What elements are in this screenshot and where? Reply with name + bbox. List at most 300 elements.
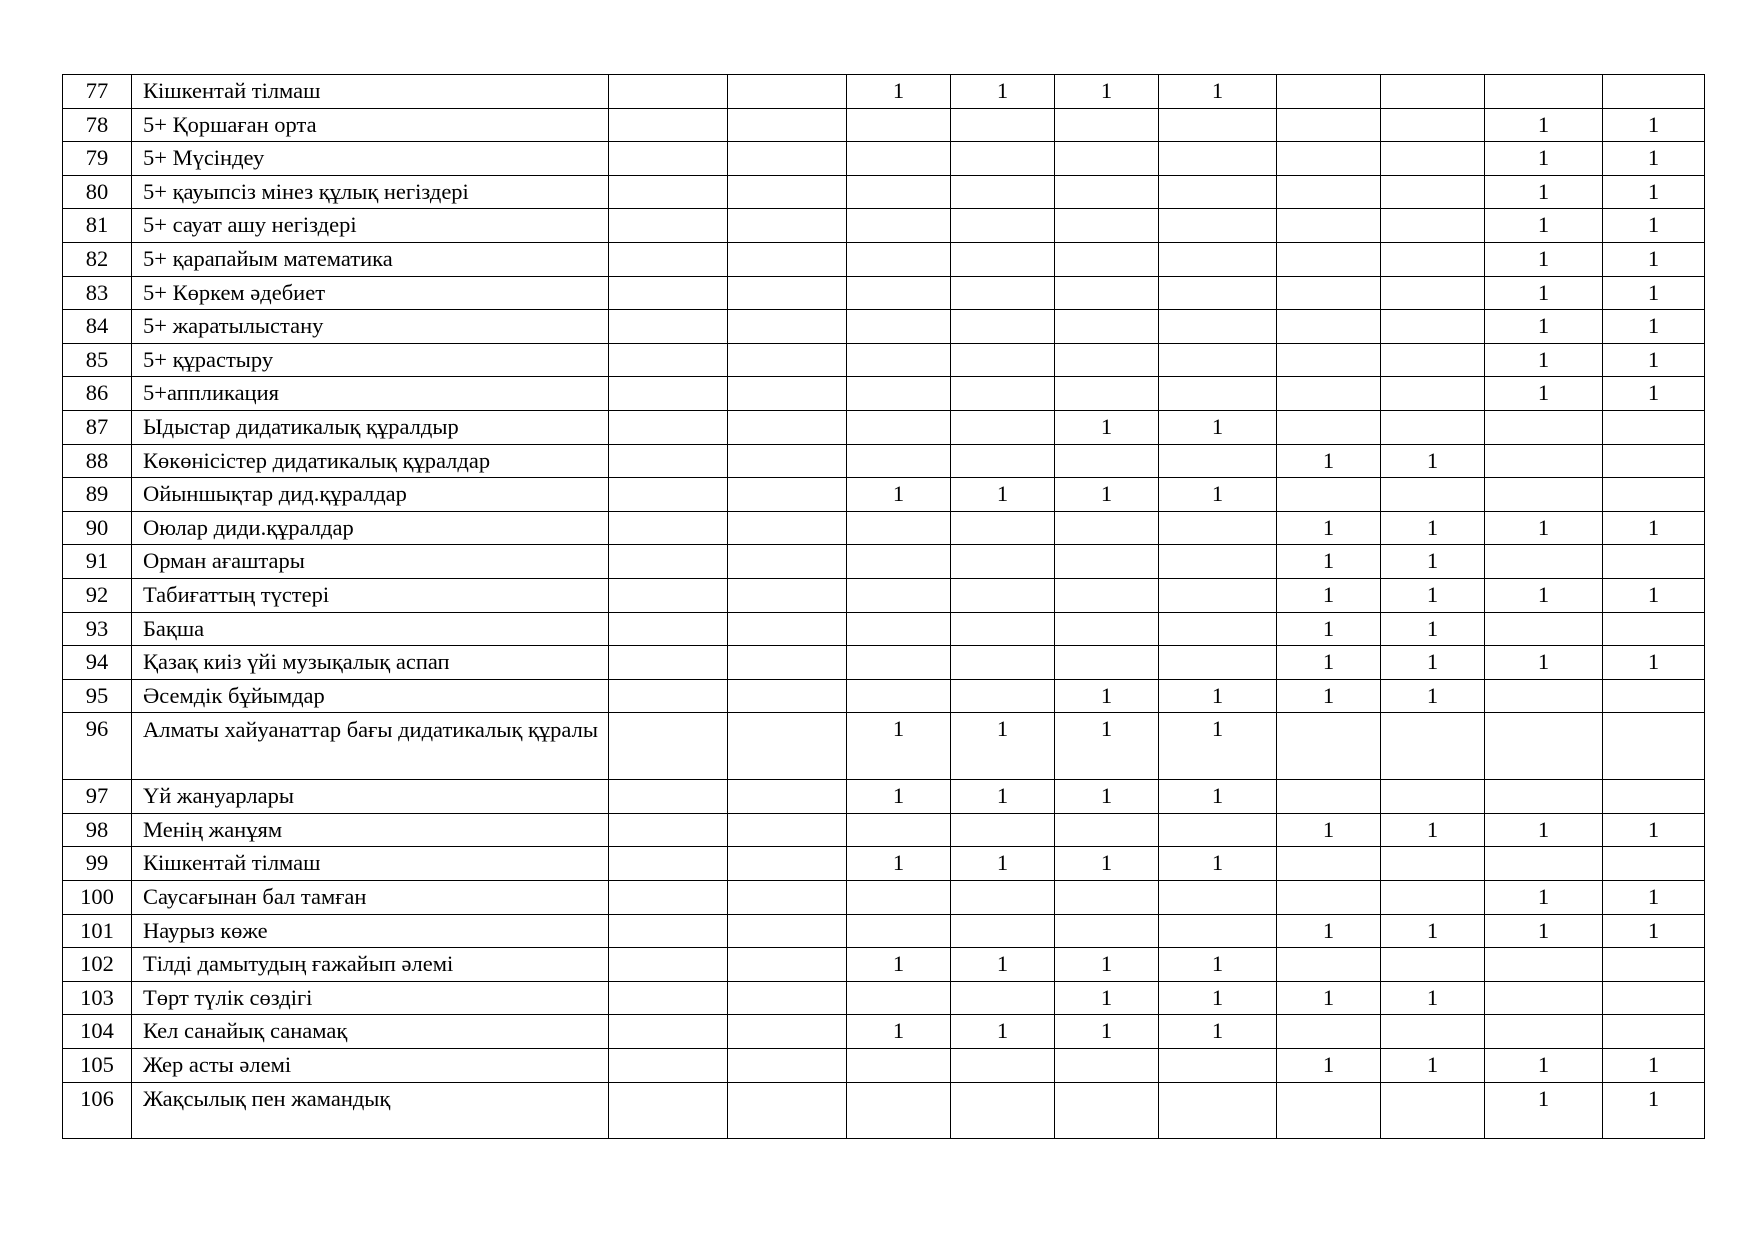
table-row xyxy=(63,343,1705,377)
mark-cell xyxy=(847,981,951,1015)
mark-cell: 1 xyxy=(1485,646,1603,680)
mark-cell xyxy=(847,410,951,444)
mark-cell: 1 xyxy=(847,948,951,982)
table-row xyxy=(63,175,1705,209)
mark-cell xyxy=(1159,209,1277,243)
mark-cell: 1 xyxy=(1485,276,1603,310)
mark-cell xyxy=(728,75,847,109)
mark-cell: 1 xyxy=(951,1015,1055,1049)
mark-cell: 1 xyxy=(1485,914,1603,948)
mark-cell xyxy=(1159,444,1277,478)
mark-cell xyxy=(951,981,1055,1015)
mark-cell xyxy=(609,1049,728,1083)
mark-cell xyxy=(728,981,847,1015)
mark-cell xyxy=(1159,646,1277,680)
mark-cell: 1 xyxy=(1277,1049,1381,1083)
row-title: Кішкентай тілмаш xyxy=(132,847,609,881)
mark-cell xyxy=(728,612,847,646)
table-row xyxy=(63,881,1705,915)
mark-cell xyxy=(1159,881,1277,915)
mark-cell xyxy=(1485,679,1603,713)
mark-cell xyxy=(1381,847,1485,881)
mark-cell: 1 xyxy=(847,75,951,109)
row-number: 83 xyxy=(63,276,132,310)
mark-cell xyxy=(951,108,1055,142)
mark-cell: 1 xyxy=(1055,75,1159,109)
mark-cell: 1 xyxy=(1485,242,1603,276)
mark-cell xyxy=(951,410,1055,444)
mark-cell xyxy=(1381,108,1485,142)
mark-cell: 1 xyxy=(1277,646,1381,680)
table-row xyxy=(63,780,1705,814)
mark-cell xyxy=(609,948,728,982)
mark-cell: 1 xyxy=(1485,175,1603,209)
mark-cell xyxy=(609,1082,728,1138)
mark-cell xyxy=(847,578,951,612)
mark-cell: 1 xyxy=(1381,444,1485,478)
mark-cell xyxy=(1381,713,1485,780)
row-title: 5+ Көркем әдебиет xyxy=(132,276,609,310)
row-number: 93 xyxy=(63,612,132,646)
mark-cell xyxy=(1055,209,1159,243)
mark-cell: 1 xyxy=(1381,646,1485,680)
row-number: 86 xyxy=(63,377,132,411)
mark-cell xyxy=(1277,780,1381,814)
table-row xyxy=(63,981,1705,1015)
mark-cell xyxy=(1159,310,1277,344)
mark-cell xyxy=(1277,276,1381,310)
mark-cell: 1 xyxy=(1603,813,1705,847)
mark-cell xyxy=(1381,881,1485,915)
mark-cell: 1 xyxy=(951,847,1055,881)
mark-cell xyxy=(951,578,1055,612)
row-title: Орман ағаштары xyxy=(132,545,609,579)
row-title: 5+ жаратылыстану xyxy=(132,310,609,344)
mark-cell: 1 xyxy=(1603,881,1705,915)
mark-cell: 1 xyxy=(1277,914,1381,948)
table-row xyxy=(63,242,1705,276)
mark-cell xyxy=(1485,545,1603,579)
row-title: Жақсылық пен жамандық xyxy=(132,1082,609,1138)
mark-cell xyxy=(1159,142,1277,176)
row-title: Тілді дамытудың ғажайып әлемі xyxy=(132,948,609,982)
mark-cell xyxy=(951,612,1055,646)
mark-cell xyxy=(728,242,847,276)
row-title: Ойыншықтар дид.құралдар xyxy=(132,478,609,512)
row-number: 95 xyxy=(63,679,132,713)
mark-cell xyxy=(951,142,1055,176)
row-number: 104 xyxy=(63,1015,132,1049)
mark-cell xyxy=(1381,242,1485,276)
mark-cell: 1 xyxy=(1381,981,1485,1015)
mark-cell: 1 xyxy=(847,847,951,881)
mark-cell xyxy=(609,511,728,545)
mark-cell xyxy=(1603,679,1705,713)
mark-cell xyxy=(1055,377,1159,411)
mark-cell xyxy=(1055,310,1159,344)
mark-cell xyxy=(1381,75,1485,109)
mark-cell: 1 xyxy=(1381,813,1485,847)
mark-cell xyxy=(847,511,951,545)
mark-cell xyxy=(1055,175,1159,209)
mark-cell xyxy=(951,242,1055,276)
mark-cell xyxy=(1277,175,1381,209)
mark-cell: 1 xyxy=(1485,1049,1603,1083)
mark-cell: 1 xyxy=(1159,478,1277,512)
mark-cell xyxy=(609,310,728,344)
row-number: 78 xyxy=(63,108,132,142)
mark-cell xyxy=(609,780,728,814)
mark-cell: 1 xyxy=(1381,511,1485,545)
row-title: Көкөнісістер дидатикалық құралдар xyxy=(132,444,609,478)
mark-cell: 1 xyxy=(1277,612,1381,646)
mark-cell xyxy=(847,545,951,579)
mark-cell xyxy=(1381,410,1485,444)
row-title: 5+аппликация xyxy=(132,377,609,411)
row-number: 94 xyxy=(63,646,132,680)
mark-cell xyxy=(847,612,951,646)
mark-cell xyxy=(951,343,1055,377)
mark-cell xyxy=(1381,1015,1485,1049)
mark-cell xyxy=(728,713,847,780)
mark-cell: 1 xyxy=(1159,780,1277,814)
mark-cell xyxy=(1381,780,1485,814)
mark-cell: 1 xyxy=(951,713,1055,780)
mark-cell: 1 xyxy=(1055,948,1159,982)
mark-cell xyxy=(1159,1049,1277,1083)
mark-cell: 1 xyxy=(1159,948,1277,982)
mark-cell xyxy=(1159,108,1277,142)
mark-cell xyxy=(609,646,728,680)
mark-cell: 1 xyxy=(1159,679,1277,713)
mark-cell xyxy=(1603,1015,1705,1049)
mark-cell xyxy=(1381,142,1485,176)
mark-cell: 1 xyxy=(1055,847,1159,881)
mark-cell xyxy=(609,276,728,310)
table-row xyxy=(63,914,1705,948)
mark-cell xyxy=(1381,377,1485,411)
mark-cell: 1 xyxy=(1381,545,1485,579)
mark-cell: 1 xyxy=(1159,410,1277,444)
mark-cell: 1 xyxy=(1277,981,1381,1015)
mark-cell xyxy=(1277,1082,1381,1138)
mark-cell: 1 xyxy=(1159,75,1277,109)
mark-cell xyxy=(609,410,728,444)
mark-cell xyxy=(728,108,847,142)
row-number: 92 xyxy=(63,578,132,612)
mark-cell xyxy=(609,175,728,209)
mark-cell: 1 xyxy=(951,780,1055,814)
row-number: 100 xyxy=(63,881,132,915)
row-number: 89 xyxy=(63,478,132,512)
table-row xyxy=(63,545,1705,579)
mark-cell xyxy=(609,679,728,713)
mark-cell xyxy=(1485,780,1603,814)
mark-cell: 1 xyxy=(1603,914,1705,948)
mark-cell xyxy=(609,242,728,276)
row-title: Оюлар диди.құралдар xyxy=(132,511,609,545)
table-row xyxy=(63,612,1705,646)
mark-cell: 1 xyxy=(1055,410,1159,444)
mark-cell xyxy=(728,276,847,310)
mark-cell: 1 xyxy=(1603,310,1705,344)
mark-cell xyxy=(1603,847,1705,881)
row-number: 88 xyxy=(63,444,132,478)
mark-cell: 1 xyxy=(951,478,1055,512)
mark-cell: 1 xyxy=(1277,444,1381,478)
mark-cell xyxy=(1277,108,1381,142)
mark-cell xyxy=(728,209,847,243)
mark-cell xyxy=(728,847,847,881)
mark-cell xyxy=(609,1015,728,1049)
mark-cell xyxy=(1055,276,1159,310)
mark-cell xyxy=(1485,948,1603,982)
table-row xyxy=(63,142,1705,176)
row-number: 85 xyxy=(63,343,132,377)
mark-cell xyxy=(609,847,728,881)
mark-cell xyxy=(847,377,951,411)
mark-cell xyxy=(847,242,951,276)
mark-cell xyxy=(1603,612,1705,646)
mark-cell xyxy=(847,108,951,142)
table-row xyxy=(63,75,1705,109)
mark-cell xyxy=(1055,444,1159,478)
mark-cell xyxy=(1159,511,1277,545)
mark-cell xyxy=(1159,813,1277,847)
mark-cell xyxy=(728,813,847,847)
mark-cell xyxy=(951,813,1055,847)
mark-cell xyxy=(951,377,1055,411)
row-title: Бақша xyxy=(132,612,609,646)
row-title: Қазақ киіз үйі музықалық аспап xyxy=(132,646,609,680)
mark-cell xyxy=(951,646,1055,680)
table-row xyxy=(63,276,1705,310)
mark-cell: 1 xyxy=(1277,545,1381,579)
mark-cell: 1 xyxy=(1055,780,1159,814)
mark-cell xyxy=(1277,75,1381,109)
mark-cell: 1 xyxy=(1485,142,1603,176)
row-title: Жер асты әлемі xyxy=(132,1049,609,1083)
mark-cell xyxy=(1277,881,1381,915)
table-row xyxy=(63,1082,1705,1138)
mark-cell: 1 xyxy=(1603,377,1705,411)
table-body xyxy=(63,75,1705,1139)
mark-cell xyxy=(1277,343,1381,377)
mark-cell xyxy=(1055,142,1159,176)
mark-cell xyxy=(1603,444,1705,478)
mark-cell xyxy=(951,545,1055,579)
mark-cell xyxy=(728,914,847,948)
row-title: Төрт түлік сөздігі xyxy=(132,981,609,1015)
mark-cell xyxy=(951,679,1055,713)
mark-cell xyxy=(728,948,847,982)
row-title: 5+ құрастыру xyxy=(132,343,609,377)
mark-cell xyxy=(609,478,728,512)
mark-cell: 1 xyxy=(1485,578,1603,612)
mark-cell: 1 xyxy=(1381,914,1485,948)
mark-cell xyxy=(728,142,847,176)
mark-cell xyxy=(1055,1049,1159,1083)
mark-cell xyxy=(847,175,951,209)
mark-cell: 1 xyxy=(1159,847,1277,881)
mark-cell: 1 xyxy=(1381,578,1485,612)
table-row xyxy=(63,713,1705,780)
table-row xyxy=(63,511,1705,545)
mark-cell xyxy=(609,545,728,579)
mark-cell xyxy=(609,612,728,646)
mark-cell: 1 xyxy=(847,780,951,814)
mark-cell: 1 xyxy=(1159,1015,1277,1049)
mark-cell: 1 xyxy=(1485,377,1603,411)
row-title: 5+ Қоршаған орта xyxy=(132,108,609,142)
row-title: Табиғаттың түстері xyxy=(132,578,609,612)
row-title: Менің жанұям xyxy=(132,813,609,847)
mark-cell xyxy=(1055,813,1159,847)
mark-cell xyxy=(728,175,847,209)
mark-cell xyxy=(1381,1082,1485,1138)
row-number: 97 xyxy=(63,780,132,814)
mark-cell xyxy=(1603,75,1705,109)
mark-cell xyxy=(847,813,951,847)
mark-cell xyxy=(728,478,847,512)
mark-cell xyxy=(1055,108,1159,142)
mark-cell xyxy=(1485,75,1603,109)
mark-cell: 1 xyxy=(1485,343,1603,377)
mark-cell: 1 xyxy=(1381,679,1485,713)
mark-cell xyxy=(728,881,847,915)
mark-cell: 1 xyxy=(1485,881,1603,915)
row-number: 103 xyxy=(63,981,132,1015)
mark-cell xyxy=(1055,343,1159,377)
mark-cell xyxy=(1159,175,1277,209)
mark-cell: 1 xyxy=(1603,242,1705,276)
table-row xyxy=(63,1015,1705,1049)
mark-cell xyxy=(1055,545,1159,579)
mark-cell xyxy=(609,881,728,915)
row-number: 87 xyxy=(63,410,132,444)
row-number: 96 xyxy=(63,713,132,780)
mark-cell xyxy=(728,578,847,612)
mark-cell xyxy=(951,276,1055,310)
mark-cell xyxy=(1603,780,1705,814)
mark-cell: 1 xyxy=(1603,511,1705,545)
mark-cell: 1 xyxy=(1485,310,1603,344)
mark-cell xyxy=(1277,142,1381,176)
mark-cell xyxy=(728,377,847,411)
mark-cell xyxy=(609,578,728,612)
row-number: 91 xyxy=(63,545,132,579)
mark-cell xyxy=(951,310,1055,344)
mark-cell xyxy=(1603,410,1705,444)
mark-cell xyxy=(1485,612,1603,646)
row-number: 102 xyxy=(63,948,132,982)
mark-cell xyxy=(1603,948,1705,982)
mark-cell xyxy=(1603,478,1705,512)
mark-cell: 1 xyxy=(1603,142,1705,176)
mark-cell: 1 xyxy=(1159,713,1277,780)
resource-table xyxy=(62,74,1705,1139)
table-row xyxy=(63,108,1705,142)
row-number: 80 xyxy=(63,175,132,209)
mark-cell xyxy=(951,914,1055,948)
mark-cell xyxy=(951,209,1055,243)
table-row xyxy=(63,310,1705,344)
mark-cell xyxy=(609,209,728,243)
mark-cell xyxy=(728,410,847,444)
mark-cell xyxy=(609,813,728,847)
mark-cell xyxy=(1485,444,1603,478)
mark-cell xyxy=(1159,377,1277,411)
mark-cell: 1 xyxy=(1055,1015,1159,1049)
table-row xyxy=(63,444,1705,478)
mark-cell xyxy=(728,343,847,377)
row-title: 5+ Мүсіндеу xyxy=(132,142,609,176)
mark-cell: 1 xyxy=(1485,108,1603,142)
mark-cell: 1 xyxy=(1277,813,1381,847)
mark-cell xyxy=(1485,1015,1603,1049)
mark-cell: 1 xyxy=(1485,1082,1603,1138)
mark-cell xyxy=(609,713,728,780)
mark-cell xyxy=(1277,410,1381,444)
mark-cell xyxy=(1055,511,1159,545)
mark-cell: 1 xyxy=(1603,175,1705,209)
table-row xyxy=(63,578,1705,612)
row-number: 106 xyxy=(63,1082,132,1138)
mark-cell xyxy=(1055,646,1159,680)
row-title: 5+ сауат ашу негіздері xyxy=(132,209,609,243)
mark-cell xyxy=(951,511,1055,545)
row-title: Ыдыстар дидатикалық құралдыр xyxy=(132,410,609,444)
mark-cell xyxy=(1381,209,1485,243)
mark-cell xyxy=(847,343,951,377)
mark-cell xyxy=(728,545,847,579)
mark-cell xyxy=(847,646,951,680)
mark-cell: 1 xyxy=(1381,612,1485,646)
table-row xyxy=(63,478,1705,512)
mark-cell xyxy=(951,1049,1055,1083)
table-row xyxy=(63,646,1705,680)
table-row xyxy=(63,377,1705,411)
mark-cell xyxy=(1159,578,1277,612)
mark-cell xyxy=(1277,242,1381,276)
mark-cell xyxy=(1159,276,1277,310)
mark-cell xyxy=(1485,478,1603,512)
table-row xyxy=(63,209,1705,243)
row-number: 82 xyxy=(63,242,132,276)
row-number: 77 xyxy=(63,75,132,109)
mark-cell: 1 xyxy=(1277,511,1381,545)
mark-cell xyxy=(1159,545,1277,579)
row-number: 81 xyxy=(63,209,132,243)
mark-cell xyxy=(1381,175,1485,209)
mark-cell xyxy=(1277,209,1381,243)
mark-cell xyxy=(609,444,728,478)
mark-cell: 1 xyxy=(1603,343,1705,377)
mark-cell xyxy=(847,142,951,176)
table-row xyxy=(63,1049,1705,1083)
mark-cell: 1 xyxy=(1603,1049,1705,1083)
mark-cell xyxy=(1603,545,1705,579)
mark-cell xyxy=(1159,343,1277,377)
row-number: 79 xyxy=(63,142,132,176)
mark-cell: 1 xyxy=(1603,1082,1705,1138)
mark-cell xyxy=(609,108,728,142)
mark-cell: 1 xyxy=(1485,813,1603,847)
row-number: 101 xyxy=(63,914,132,948)
mark-cell xyxy=(609,75,728,109)
row-title: 5+ қауыпсіз мінез құлық негіздері xyxy=(132,175,609,209)
mark-cell xyxy=(1277,713,1381,780)
